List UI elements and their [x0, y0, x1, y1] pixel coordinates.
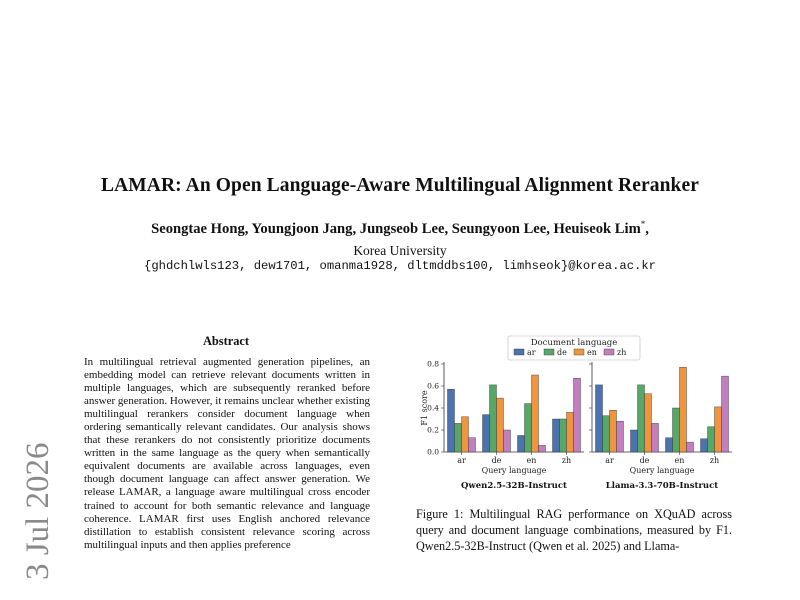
x-tick-label-de: de	[639, 456, 650, 465]
bar-ar-de	[455, 423, 462, 452]
legend-label-ar: ar	[527, 348, 536, 357]
bar-ar-en	[610, 410, 617, 452]
y-tick-label: 0.8	[427, 359, 439, 369]
x-tick-label-ar: ar	[605, 456, 614, 465]
author-list	[0, 219, 800, 238]
bar-ar-en	[462, 417, 469, 452]
panel-title: Qwen2.5-32B-Instruct	[461, 481, 567, 491]
panel-title: Llama-3.3-70B-Instruct	[605, 481, 719, 491]
legend-swatch-de	[544, 349, 554, 355]
legend-title: Document language	[530, 338, 618, 348]
legend-label-zh: zh	[617, 348, 627, 357]
bar-en-de	[525, 404, 532, 452]
bar-de-zh	[652, 423, 659, 452]
y-tick-label: 0.0	[427, 447, 439, 457]
corresponding-author-mark: *	[640, 219, 646, 229]
bar-zh-zh	[574, 378, 581, 452]
x-tick-label-en: en	[674, 456, 685, 465]
legend-swatch-zh	[604, 349, 614, 355]
bar-de-ar	[631, 430, 638, 452]
bar-zh-en	[715, 407, 722, 452]
bar-de-de	[490, 385, 497, 452]
x-axis-label: Query language	[481, 466, 547, 475]
abstract-heading: Abstract	[202, 334, 250, 348]
legend-label-en: en	[587, 348, 597, 357]
author-names: Seongtae Hong, Youngjoon Jang, Jungseob Lee, Seungyoon Lee, Heuiseok Lim	[151, 220, 641, 237]
bar-en-ar	[518, 436, 525, 453]
bar-ar-zh	[469, 438, 476, 452]
bar-zh-ar	[553, 419, 560, 452]
figure-caption: Figure 1: Multilingual RAG performance on XQuAD across query and document language combinations, measured by F1. Qwen2.5-32B-Instruct (Qwen et al. 2025) and Llama-	[416, 507, 732, 553]
bar-zh-en	[567, 412, 574, 452]
bar-ar-ar	[596, 385, 603, 452]
arxiv-date-stamp: 3 Jul 2026	[20, 442, 56, 580]
f1-bar-chart	[416, 334, 736, 494]
bar-de-en	[497, 398, 504, 452]
bar-de-en	[645, 394, 652, 452]
bar-en-en	[532, 375, 539, 452]
x-tick-label-zh: zh	[561, 456, 572, 465]
bar-ar-ar	[448, 389, 455, 452]
bar-en-de	[673, 408, 680, 452]
y-tick-label: 0.2	[427, 425, 439, 435]
x-axis-label: Query language	[629, 466, 695, 475]
bar-ar-de	[603, 416, 610, 452]
legend-swatch-ar	[514, 349, 524, 355]
x-tick-label-en: en	[526, 456, 537, 465]
chart-legend	[508, 336, 640, 360]
bar-en-ar	[666, 438, 673, 452]
bar-en-zh	[687, 442, 694, 452]
bar-zh-ar	[701, 439, 708, 452]
affiliation: Korea University	[353, 243, 447, 258]
legend-label-de: de	[557, 348, 567, 357]
y-tick-label: 0.4	[427, 403, 439, 413]
paper-title: LAMAR: An Open Language-Aware Multilingual Alignment Reranker	[101, 175, 699, 196]
x-tick-label-ar: ar	[457, 456, 466, 465]
bar-zh-de	[708, 427, 715, 452]
figure-1	[416, 334, 736, 494]
y-tick-label: 0.6	[427, 381, 439, 391]
legend-swatch-en	[574, 349, 584, 355]
bar-en-zh	[539, 445, 546, 452]
bar-en-en	[680, 367, 687, 452]
y-axis-label: F1 score	[420, 390, 429, 426]
author-emails: {ghdchlwls123, dew1701, omanma1928, dltmddbs100, limhseok}@korea.ac.kr	[144, 259, 656, 273]
panel-2	[589, 362, 732, 491]
bar-zh-zh	[722, 376, 729, 452]
bar-de-ar	[483, 415, 490, 452]
author-list-trailing: ,	[645, 220, 649, 237]
x-tick-label-zh: zh	[709, 456, 720, 465]
bar-ar-zh	[617, 421, 624, 452]
bar-zh-de	[560, 419, 567, 452]
bar-de-de	[638, 385, 645, 452]
bar-de-zh	[504, 430, 511, 452]
panel-1	[427, 360, 584, 492]
x-tick-label-de: de	[491, 456, 502, 465]
abstract-body: In multilingual retrieval augmented generation pipelines, an embedding model can retrieve relevant documents written in multiple languages, which are subsequently reranked before answer generation. However, it remains unclear whether existing multilingual rerankers consider document language when ordering semantically relevant candidates. Our analysis shows that these rerankers do not consistently prioritize documents written in the same language as the query when semantically equivalent documents are available across languages, even though document language can affect answer generation. We release LAMAR, a language aware multilingual cross encoder trained to account for both semantic relevance and language coherence. LAMAR first uses English anchored relevance distillation to establish consistent relevance scoring across multilingual inputs and then applies preference	[84, 356, 370, 551]
